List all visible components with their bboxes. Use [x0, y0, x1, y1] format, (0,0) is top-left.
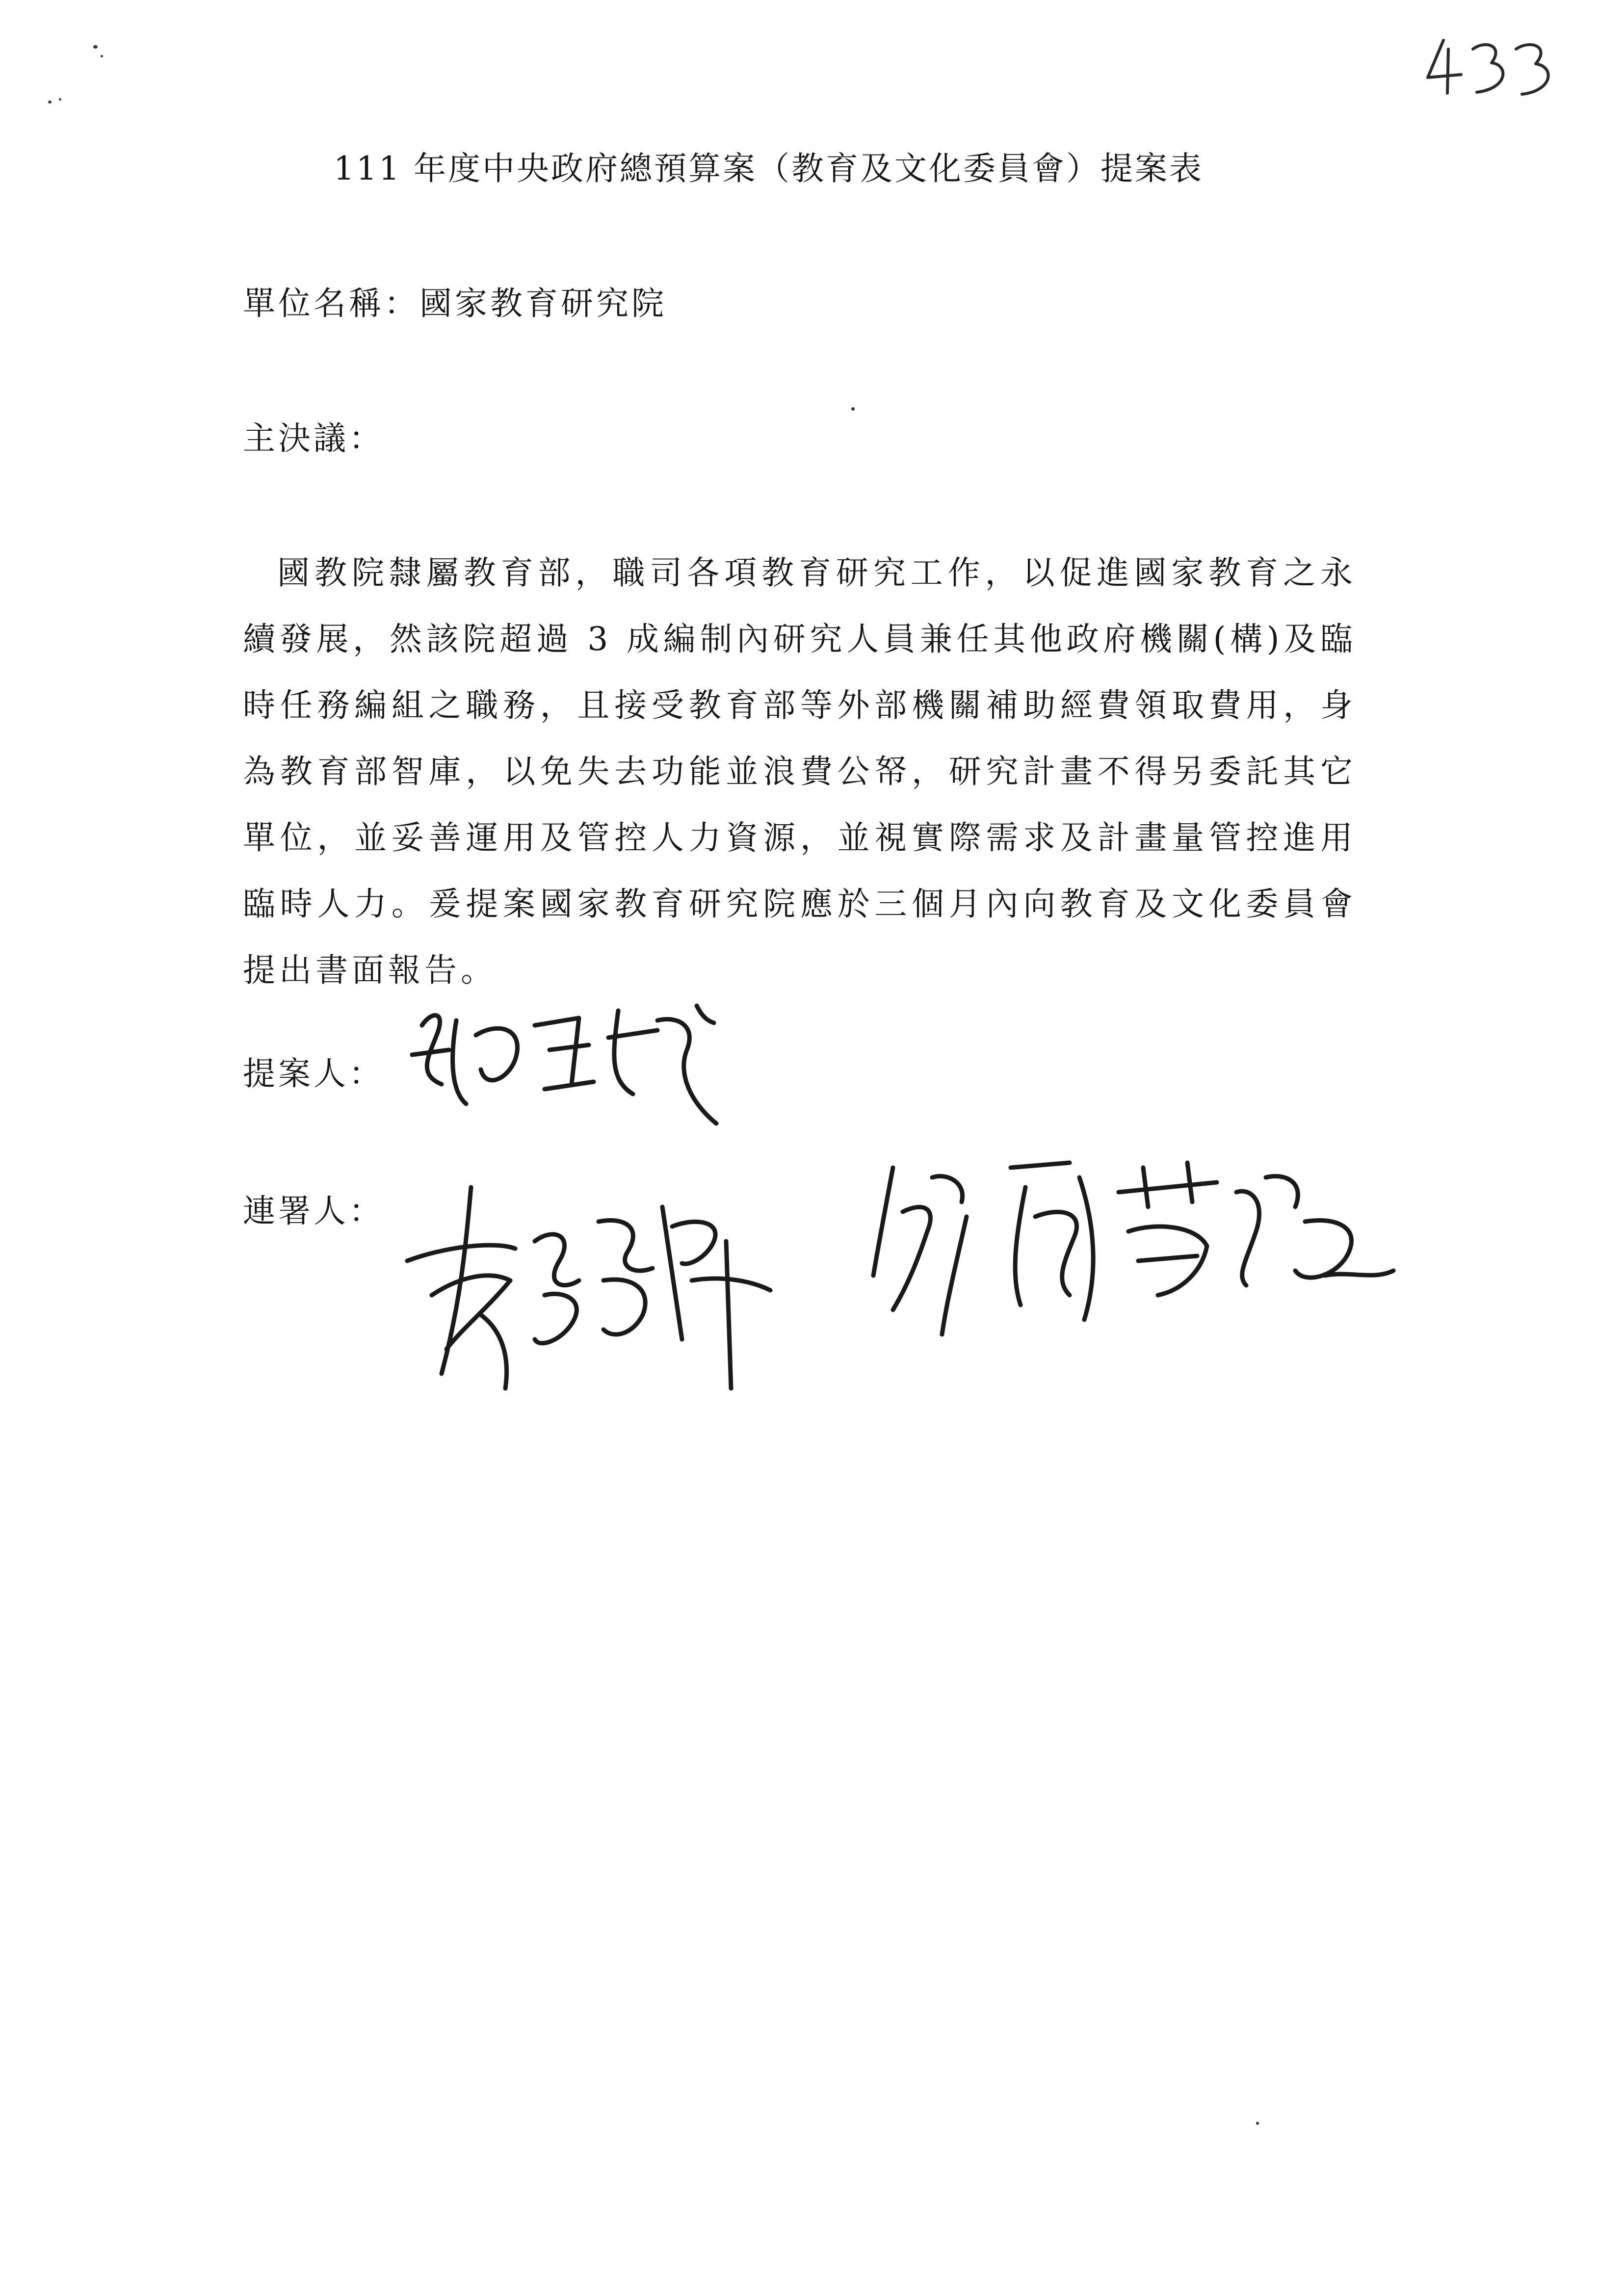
cosigner-label: 連署人： — [243, 1192, 384, 1230]
cosigner-signature-graphic — [864, 1148, 1413, 1354]
scan-speck — [59, 98, 61, 101]
resolution-label: 主決議： — [243, 419, 384, 457]
scan-speck — [101, 55, 103, 57]
proposer-label: 提案人： — [243, 1055, 384, 1093]
resolution-body: 國教院隸屬教育部，職司各項教育研究工作，以促進國家教育之永續發展，然該院超過 3 成編制內研究人員兼任其他政府機關(構)及臨時任務編組之職務，且接受教育部等外部機關補助經費領取費用，身為教育部智庫，以免失去功能並浪費公帑，研究計畫不得另委託其它單位，並妥善運用及管控人力資源，並視實際需求及計畫量管控進用臨時人力。爰提案國家教育研究院應於三個月內向教育及文化委員會提出書面報告。 — [243, 554, 1357, 989]
cosigner-signature-graphic — [388, 1143, 810, 1418]
scan-speck — [1256, 2122, 1259, 2125]
page-number — [1413, 20, 1560, 108]
scan-speck — [93, 45, 98, 49]
cosigner-signature — [864, 1148, 1413, 1354]
unit-label: 單位名稱： — [243, 285, 419, 322]
scan-speck — [851, 407, 855, 411]
handwritten-page-number-graphic — [1413, 20, 1560, 108]
proposer-signature — [402, 991, 746, 1138]
unit-value: 國家教育研究院 — [419, 285, 667, 322]
scan-speck — [48, 101, 52, 104]
cosigner-signature — [388, 1143, 810, 1418]
unit-line — [243, 277, 667, 324]
document-title: 111 年度中央政府總預算案（教育及文化委員會）提案表 — [334, 150, 1204, 187]
proposer-signature-graphic — [402, 991, 746, 1138]
